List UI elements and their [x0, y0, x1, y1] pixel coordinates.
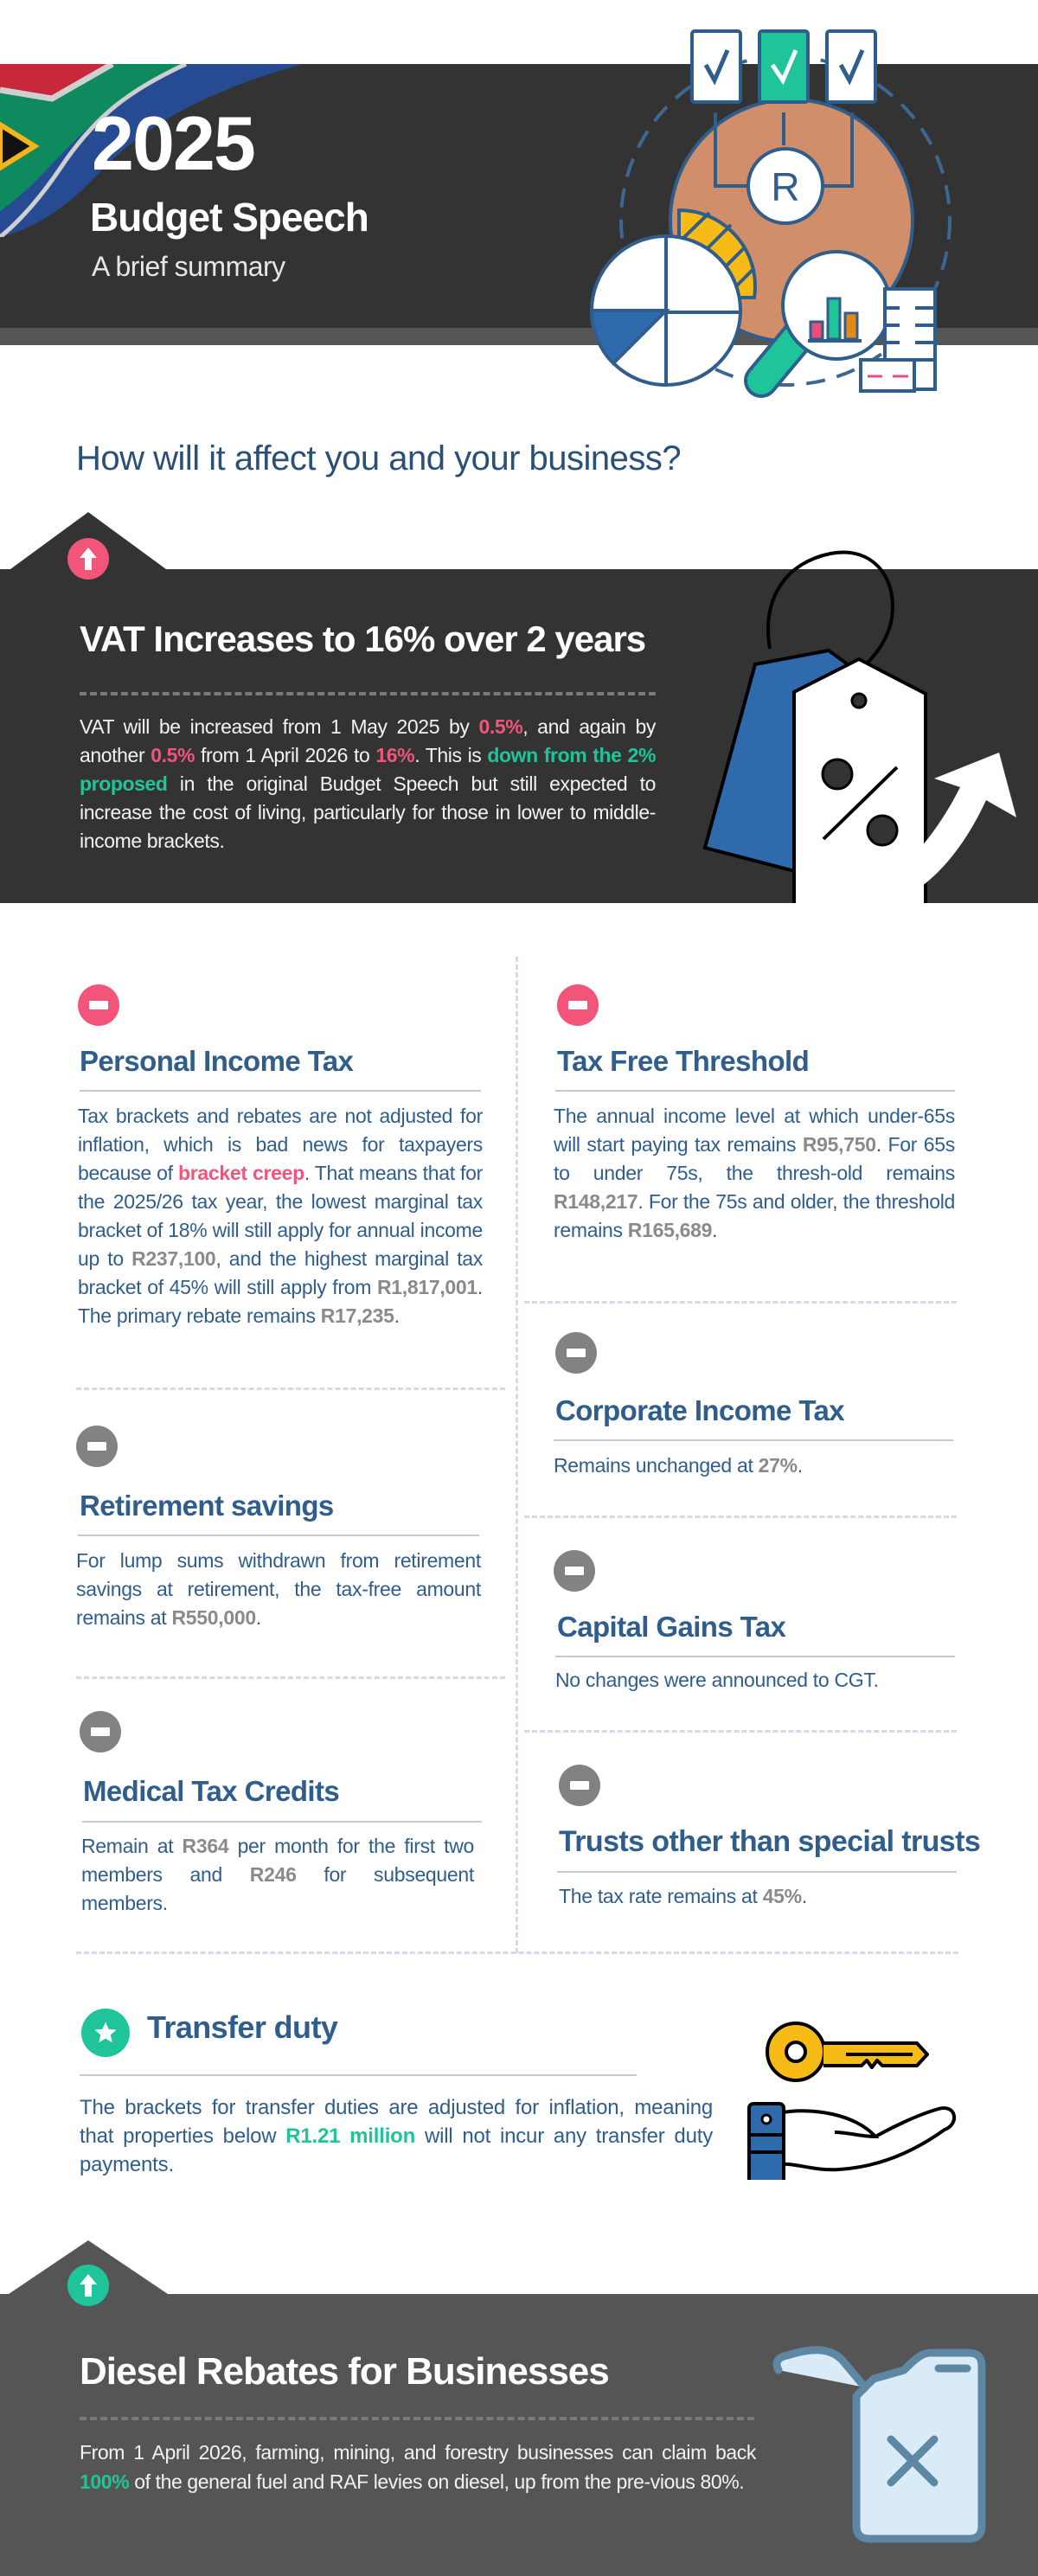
hero-title: Budget Speech: [90, 195, 368, 240]
highlight-value: 27%: [758, 1454, 798, 1477]
budget-charts-illustration-icon: [554, 17, 969, 415]
svg-text:R: R: [771, 164, 800, 209]
star-icon: [81, 2009, 130, 2057]
highlight-value: R165,689: [627, 1219, 713, 1241]
card-rule: [557, 1871, 957, 1873]
hero-subtitle: A brief summary: [92, 251, 285, 282]
card-rule: [554, 1439, 953, 1441]
minus-icon: [80, 1711, 121, 1753]
diesel-body: From 1 April 2026, farming, mining, and forestry businesses can claim back 100% of the general fuel and RAF levies on diesel, up from the pre-vious 80%.: [80, 2441, 756, 2493]
highlight-value: R246: [249, 1863, 297, 1886]
card-body: For lump sums withdrawn from retirement savings at retirement, the tax-free amount remains at R550,000.: [76, 1549, 481, 1629]
card-body: Remains unchanged at 27%.: [554, 1454, 803, 1477]
vat-body: VAT will be increased from 1 May 2025 by 0.5%, and again by another 0.5% from 1 April 2026 to 16%. This is down from the 2% proposed in the original Budget Speech but still expected to increase the cost of living, particularly for those in lower to middle-income brackets.: [80, 715, 656, 852]
highlight-value: R95,750: [802, 1133, 876, 1156]
highlight-value: R17,235: [320, 1304, 394, 1327]
divider: [524, 1301, 957, 1304]
vat-panel: [0, 512, 1038, 903]
transfer-duty-body: The brackets for transfer duties are adjusted for inflation, meaning that properties below R1.21 million will not incur any transfer duty payments.: [80, 2096, 713, 2176]
divider: [80, 2417, 754, 2420]
card-body: Tax brackets and rebates are not adjusted for inflation, which is bad news for taxpayers because of bracket creep. That means that for the 2025/26 tax year, the lowest marginal tax bracket of 18% will still apply for annual income up to R237,100, and the highest marginal tax bracket of 45% will still apply from R1,817,001. The primary rebate remains R17,235.: [78, 1105, 483, 1327]
card-rule: [555, 1656, 955, 1657]
minus-icon: [76, 1426, 118, 1467]
card-title: Trusts other than special trusts: [559, 1825, 981, 1858]
price-tag-percent-icon: [675, 545, 1021, 903]
minus-icon: [557, 984, 599, 1026]
divider: [76, 1676, 505, 1679]
highlight-value: R148,217: [554, 1190, 638, 1213]
card-body: Remain at R364 per month for the first two members and R246 for subsequent members.: [81, 1835, 475, 1914]
diesel-panel: [0, 2240, 1038, 2576]
divider: [80, 692, 656, 695]
card-rule: [82, 1821, 482, 1823]
hero-year: 2025: [92, 100, 254, 186]
card-title: Capital Gains Tax: [557, 1611, 786, 1643]
card-title: Retirement savings: [80, 1490, 334, 1522]
hand-key-icon: [744, 2007, 960, 2180]
card-rule: [80, 2074, 637, 2076]
highlight-value: 0.5%: [151, 744, 195, 766]
section-question: How will it affect you and your business?: [76, 439, 682, 477]
transfer-duty-title: Transfer duty: [147, 2009, 338, 2045]
diesel-title: Diesel Rebates for Businesses: [80, 2350, 609, 2393]
card-title: Medical Tax Credits: [83, 1775, 340, 1807]
highlight-value: R1.21 million: [285, 2124, 416, 2148]
card-body: The tax rate remains at 45%.: [559, 1885, 807, 1907]
highlight-value: R1,817,001: [376, 1276, 477, 1298]
divider: [524, 1515, 957, 1518]
column-divider: [516, 957, 518, 1953]
highlight-value: 16%: [375, 744, 415, 766]
card-title: Personal Income Tax: [80, 1045, 354, 1077]
card-body: No changes were announced to CGT.: [555, 1669, 879, 1691]
highlight-value: 0.5%: [478, 715, 523, 738]
highlight-value: 100%: [80, 2470, 130, 2493]
vat-title: VAT Increases to 16% over 2 years: [80, 618, 646, 659]
card-body: The annual income level at which under-65s will start paying tax remains R95,750. For 65s to under 75s, the thresh-old remains R148,217. For the 75s and older, the threshold remains R165,689.: [554, 1105, 955, 1241]
highlight-value: R237,100: [131, 1247, 216, 1270]
divider: [76, 1951, 958, 1954]
card-title: Corporate Income Tax: [555, 1394, 844, 1426]
card-title: Tax Free Threshold: [557, 1045, 810, 1077]
minus-icon: [559, 1765, 600, 1806]
card-rule: [555, 1090, 955, 1092]
minus-icon: [554, 1550, 595, 1592]
highlight-value: 45%: [762, 1885, 802, 1907]
divider: [76, 1387, 505, 1390]
arrow-up-icon: [67, 538, 109, 580]
jerry-can-icon: [761, 2327, 986, 2552]
divider: [524, 1730, 957, 1733]
card-rule: [80, 1090, 481, 1092]
highlight-value: bracket creep: [177, 1162, 304, 1184]
minus-icon: [555, 1332, 597, 1374]
highlight-value: R364: [182, 1835, 229, 1857]
card-rule: [78, 1535, 479, 1536]
minus-icon: [78, 984, 119, 1026]
highlight-value: down from the 2% proposed: [80, 744, 656, 795]
highlight-value: R550,000: [171, 1606, 256, 1629]
arrow-up-icon: [67, 2265, 109, 2306]
